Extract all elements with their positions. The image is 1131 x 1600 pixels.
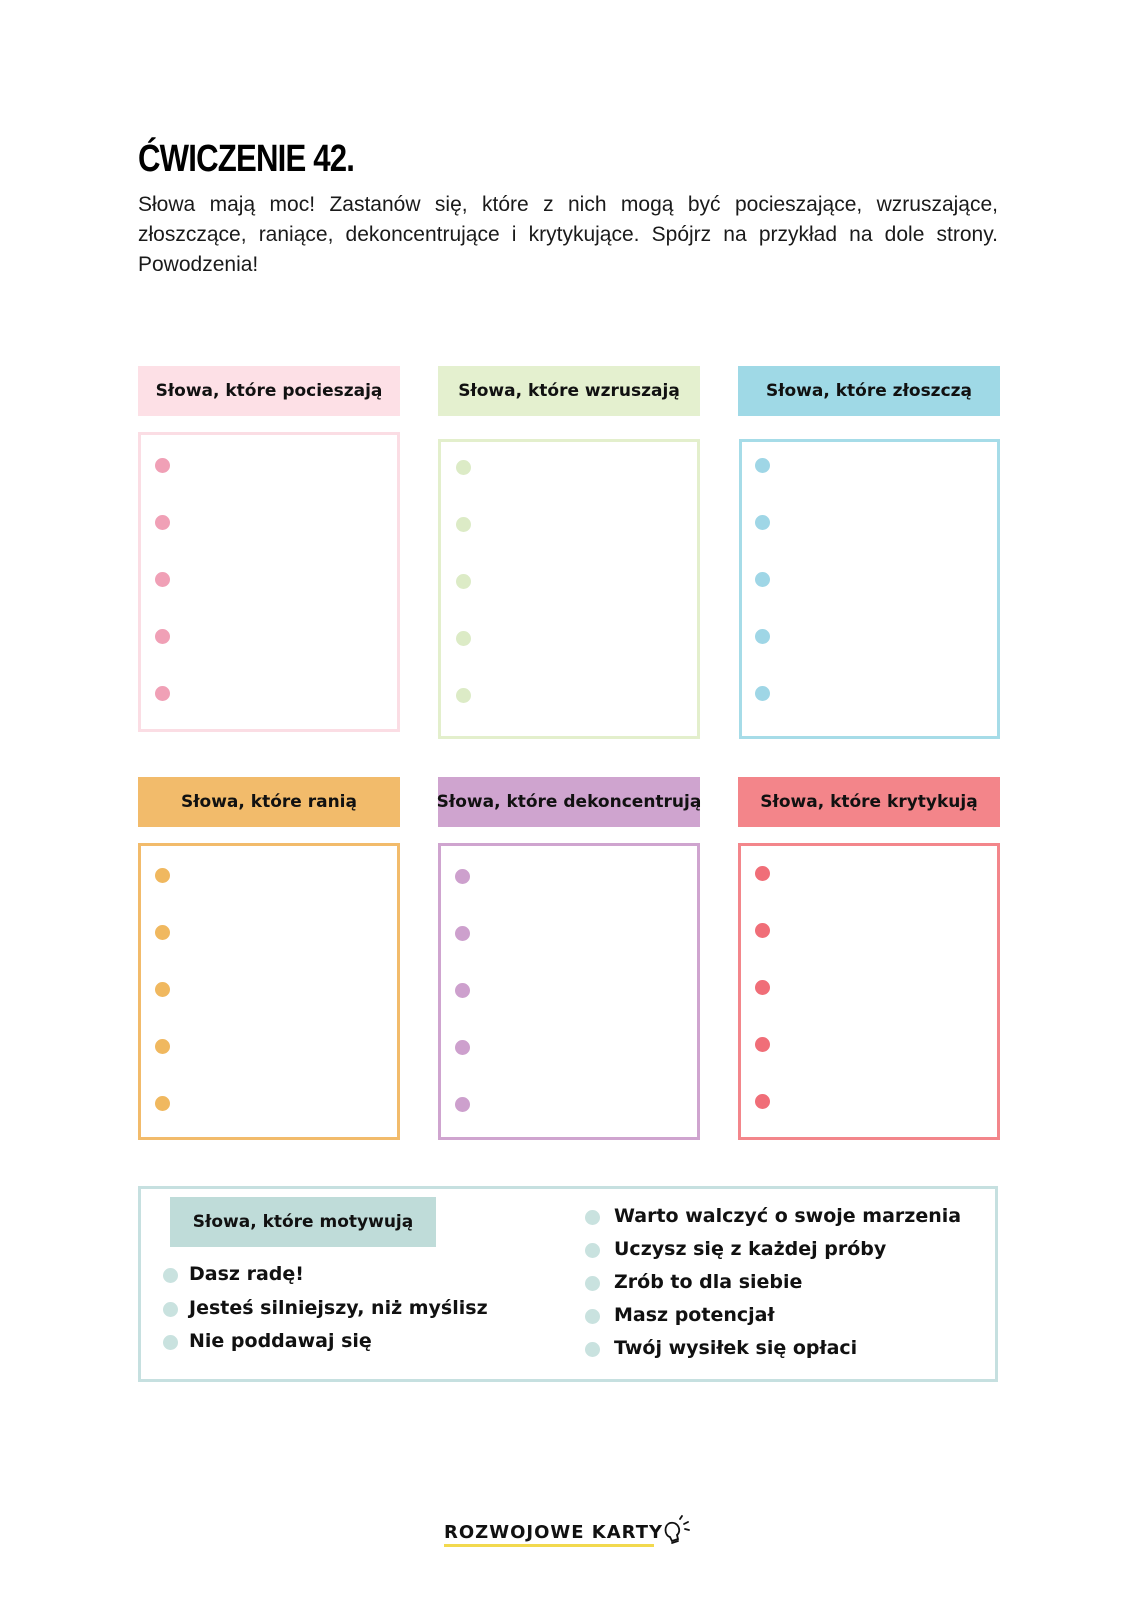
bullet-dot	[456, 631, 471, 646]
bullet-dot	[755, 866, 770, 881]
lightbulb-icon	[660, 1515, 690, 1547]
example-item: Dasz radę!	[189, 1263, 304, 1285]
bullet-dot	[585, 1276, 600, 1291]
instructions-text: Słowa mają moc! Zastanów się, które z nich mogą być pocieszające, wzruszające, złoszczące, raniące, dekoncentrujące i krytykujące. Spójrz na przykład na dole strony. Powodzenia!	[138, 193, 998, 276]
bullet-dot	[155, 572, 170, 587]
bullet-dot	[456, 517, 471, 532]
example-item: Zrób to dla siebie	[614, 1271, 803, 1293]
bullet-dot	[455, 983, 470, 998]
bullet-dot	[455, 1040, 470, 1055]
writing-box-criticizing[interactable]	[738, 843, 1000, 1140]
writing-box-comforting[interactable]	[138, 432, 400, 732]
bullet-dot	[155, 1039, 170, 1054]
category-label-hurting: Słowa, które ranią	[138, 777, 400, 827]
bullet-dot	[155, 686, 170, 701]
category-label-criticizing: Słowa, które krytykują	[738, 777, 1000, 827]
example-item: Jesteś silniejszy, niż myślisz	[189, 1297, 488, 1319]
bullet-dot	[755, 629, 770, 644]
writing-box-distracting[interactable]	[438, 843, 700, 1140]
bullet-dot	[456, 460, 471, 475]
category-label-angering: Słowa, które złoszczą	[738, 366, 1000, 416]
brand-underline	[444, 1544, 654, 1547]
bullet-dot	[755, 686, 770, 701]
writing-box-angering[interactable]	[739, 439, 1000, 739]
example-item: Warto walczyć o swoje marzenia	[614, 1205, 962, 1227]
bullet-dot	[755, 923, 770, 938]
bullet-dot	[755, 1037, 770, 1052]
bullet-dot	[155, 925, 170, 940]
bullet-dot	[163, 1335, 178, 1350]
bullet-dot	[755, 1094, 770, 1109]
writing-box-hurting[interactable]	[138, 843, 400, 1140]
bullet-dot	[585, 1342, 600, 1357]
bullet-dot	[155, 868, 170, 883]
example-item: Uczysz się z każdej próby	[614, 1238, 887, 1260]
bullet-dot	[456, 688, 471, 703]
bullet-dot	[155, 982, 170, 997]
bullet-dot	[755, 515, 770, 530]
bullet-dot	[155, 515, 170, 530]
bullet-dot	[585, 1243, 600, 1258]
example-item: Twój wysiłek się opłaci	[614, 1337, 858, 1359]
brand-logo-text: ROZWOJOWE KARTY	[444, 1522, 664, 1543]
bullet-dot	[155, 1096, 170, 1111]
category-label-comforting: Słowa, które pocieszają	[138, 366, 400, 416]
bullet-dot	[755, 980, 770, 995]
page-title: ĆWICZENIE 42.	[138, 138, 355, 180]
bullet-dot	[755, 458, 770, 473]
bullet-dot	[455, 926, 470, 941]
example-item: Masz potencjał	[614, 1304, 775, 1326]
bullet-dot	[585, 1309, 600, 1324]
bullet-dot	[163, 1302, 178, 1317]
bullet-dot	[455, 1097, 470, 1112]
category-label-moving: Słowa, które wzruszają	[438, 366, 700, 416]
example-item: Nie poddawaj się	[189, 1330, 372, 1352]
writing-box-moving[interactable]	[438, 439, 700, 739]
bullet-dot	[455, 869, 470, 884]
bullet-dot	[155, 629, 170, 644]
category-label-distracting: Słowa, które dekoncentrują	[438, 777, 700, 827]
bullet-dot	[155, 458, 170, 473]
bullet-dot	[456, 574, 471, 589]
bullet-dot	[755, 572, 770, 587]
bullet-dot	[163, 1268, 178, 1283]
example-label: Słowa, które motywują	[170, 1197, 436, 1247]
bullet-dot	[585, 1210, 600, 1225]
